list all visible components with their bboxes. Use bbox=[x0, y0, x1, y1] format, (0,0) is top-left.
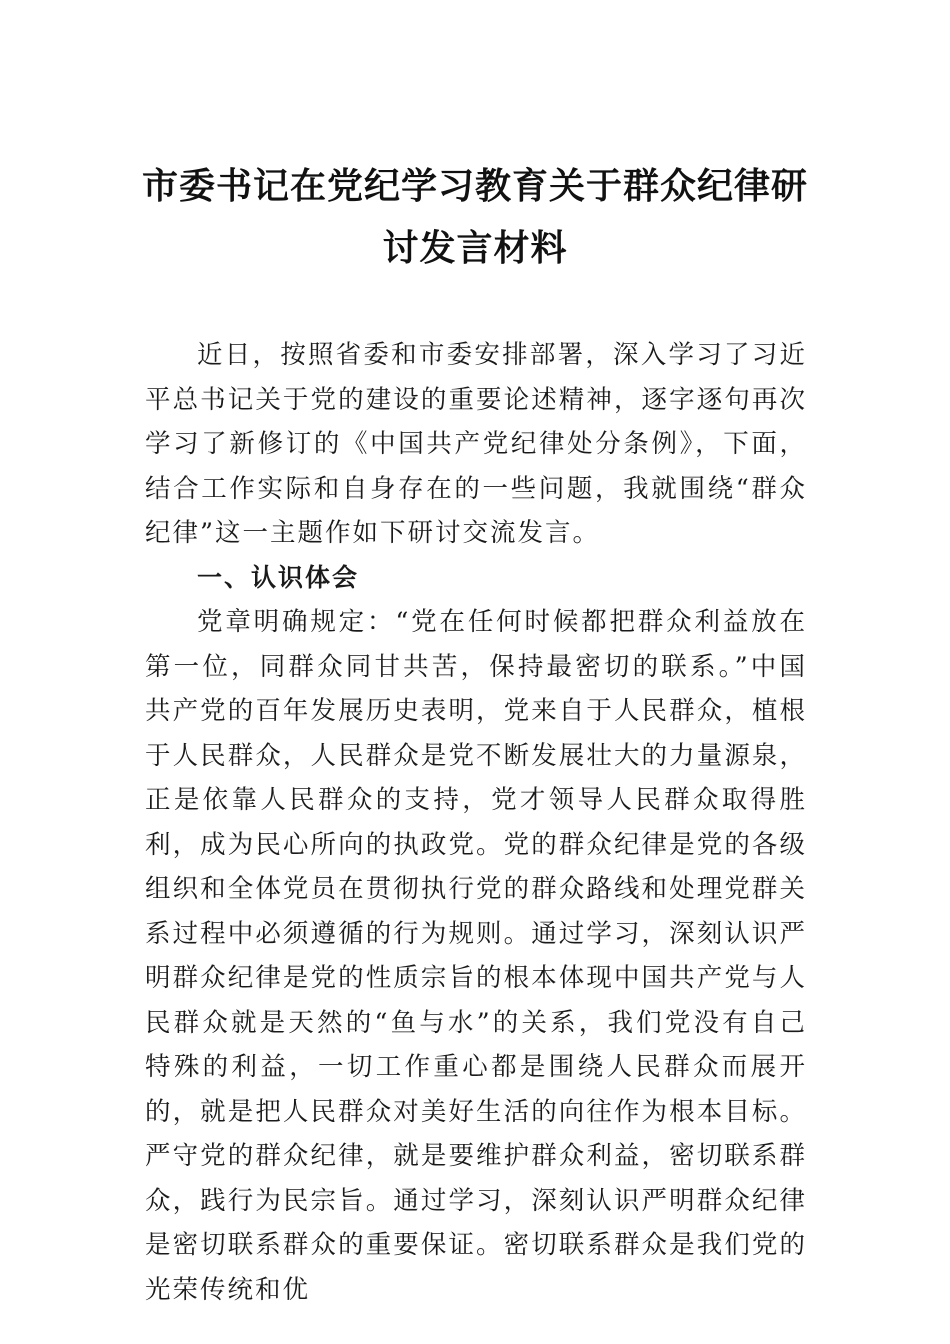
intro-paragraph: 近日，按照省委和市委安排部署，深入学习了习近平总书记关于党的建设的重要论述精神，逐字逐句再次学习了新修订的《中国共产党纪律处分条例》，下面，结合工作实际和自身存在的一些问题，我就围绕“群众纪律”这一主题作如下研讨交流发言。 bbox=[145, 340, 807, 548]
document-body bbox=[145, 333, 807, 1312]
body-paragraph: 党章明确规定：“党在任何时候都把群众利益放在第一位，同群众同甘共苦，保持最密切的联系。”中国共产党的百年发展历史表明，党来自于人民群众，植根于人民群众，人民群众是党不断发展壮大的力量源泉，正是依靠人民群众的支持，党才领导人民群众取得胜利，成为民心所向的执政党。党的群众纪律是党的各级组织和全体党员在贯彻执行党的群众路线和处理党群关系过程中必须遵循的行为规则。通过学习，深刻认识严明群众纪律是党的性质宗旨的根本体现中国共产党与人民群众就是天然的“鱼与水”的关系，我们党没有自己特殊的利益，一切工作重心都是围绕人民群众而展开的，就是把人民群众对美好生活的向往作为根本目标。严守党的群众纪律，就是要维护群众利益，密切联系群众，践行为民宗旨。通过学习，深刻认识严明群众纪律是密切联系群众的重要保证。密切联系群众是我们党的光荣传统和优 bbox=[145, 607, 807, 1305]
section-heading: 一、认识体会 bbox=[197, 562, 360, 592]
document-title: 市委书记在党纪学习教育关于群众纪律研讨发言材料 bbox=[141, 165, 808, 269]
